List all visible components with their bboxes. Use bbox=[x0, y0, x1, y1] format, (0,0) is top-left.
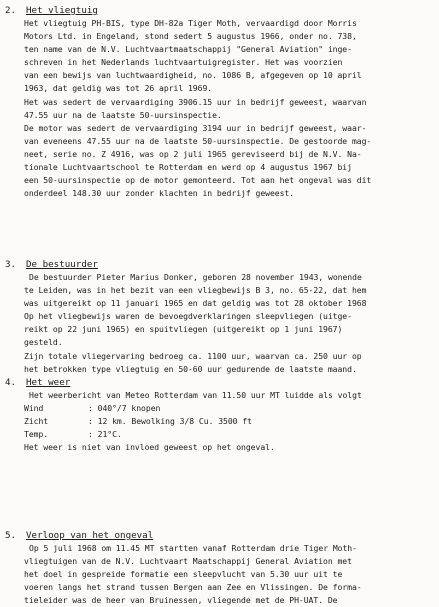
weather-row-visibility bbox=[3, 415, 439, 428]
section-heading bbox=[3, 529, 439, 542]
section-title: De bestuurder bbox=[26, 259, 98, 270]
text-line: van eveneens 47.55 uur na de laatste 50-uursinspectie. De gestoorde mag- bbox=[24, 135, 372, 146]
weather-label: Zicht bbox=[24, 416, 49, 427]
text-line: tionale Luchtvaartschool te Rotterdam en werd op 4 augustus 1967 bij bbox=[24, 162, 352, 173]
text-line: Het was sedert de vervaardiging 3906.15 uur in bedrijf geweest, waarvan bbox=[24, 96, 367, 107]
text-line: van een bewijs van luchtwaardigheid, no. 1086 B, afgegeven op 10 april bbox=[24, 70, 362, 81]
section-title: Het vliegtuig bbox=[26, 5, 98, 16]
text-line: was uitgereikt op 11 januari 1965 en dat geldig was tot 28 oktober 1968 bbox=[24, 298, 367, 309]
text-line: vliegtuigen van de N.V. Luchtvaart Maatschappij General Aviation met bbox=[24, 556, 352, 567]
text-line: ten name van de N.V. Luchtvaartmaatschappij "General Aviation" inge- bbox=[24, 44, 352, 55]
text-line: Motors Ltd. in Engeland, stond sedert 5 augustus 1966, onder no. 738, bbox=[24, 31, 357, 42]
section-weather bbox=[3, 376, 439, 454]
weather-value: : 12 km. Bewolking 3/8 Cu. 3500 ft bbox=[88, 416, 252, 427]
section-heading bbox=[3, 4, 439, 17]
section-course-of-accident bbox=[3, 529, 439, 607]
weather-value: : 040°/7 knopen bbox=[88, 403, 161, 414]
section-pilot bbox=[3, 258, 439, 376]
section-heading bbox=[3, 258, 439, 271]
text-line: Op het vliegbewijs waren de bevoegdverklaringen sleepvliegen (uitge- bbox=[24, 311, 352, 322]
section-heading bbox=[3, 376, 439, 389]
text-line: te Leiden, was in het bezit van een vliegbewijs B 3, no. 65-22, dat hem bbox=[24, 285, 367, 296]
text-line: De motor was sedert de vervaardiging 3194 uur in bedrijf geweest, waar- bbox=[24, 122, 367, 133]
weather-value: : 21°C. bbox=[88, 429, 122, 440]
text-line: 47.55 uur na de laatste 50-uursinspectie. bbox=[24, 109, 222, 120]
text-line: Op 5 juli 1968 om 11.45 MT startten vanaf Rotterdam drie Tiger Moth- bbox=[29, 543, 357, 553]
text-line: het doel in gespreide formatie een sleepvlucht van 5.30 uur uit te bbox=[24, 569, 343, 580]
text-line: het betrokken type vliegtuig en 50-60 uur gedurende de laatste maand. bbox=[24, 363, 357, 374]
weather-row-wind bbox=[3, 402, 439, 415]
text-line: Het weerbericht van Meteo Rotterdam van 11.50 uur MT luidde als volgt bbox=[29, 390, 362, 400]
section-number: 3. bbox=[5, 259, 17, 270]
section-number: 5. bbox=[5, 530, 17, 541]
text-line: De bestuurder Pieter Marius Donker, geboren 28 november 1943, wonende bbox=[29, 272, 362, 282]
section-aircraft bbox=[3, 4, 439, 200]
section-number: 4. bbox=[5, 377, 17, 388]
text-line: Het weer is niet van invloed geweest op het ongeval. bbox=[24, 442, 275, 453]
text-line: voeren langs het strand tussen Bergen aan Zee en Vlissingen. De forma- bbox=[24, 582, 362, 593]
section-title: Het weer bbox=[26, 377, 71, 388]
text-line: 1963, dat geldig was tot 26 april 1969. bbox=[24, 83, 213, 94]
text-line: reikt op 22 juni 1965) en spuitvliegen (uitgereikt op 1 juni 1967) bbox=[24, 324, 343, 335]
text-line: gesteld. bbox=[24, 337, 63, 348]
weather-label: Wind bbox=[24, 403, 44, 414]
text-line: tieleider was de heer van Bruinessen, vliegende met de PH-UAT. De bbox=[24, 595, 338, 606]
text-line: onderdeel 148.30 uur zonder klachten in bedrijf geweest. bbox=[24, 188, 295, 199]
text-line: Zijn totale vliegervaring bedroeg ca. 1100 uur, waarvan ca. 250 uur op bbox=[24, 350, 362, 361]
text-line: een 50-uursinspectie op de motor gemonteerd. Tot aan het ongeval was dit bbox=[24, 175, 372, 186]
text-line: neet, serie no. Z 4916, was op 2 juli 1965 gereviseerd bij de N.V. Na- bbox=[24, 148, 362, 159]
section-title: Verloop van het ongeval bbox=[26, 530, 154, 541]
text-line: schreven in het Nederlands luchtvaartuigregister. Het was voorzien bbox=[24, 57, 343, 68]
weather-label: Temp. bbox=[24, 429, 49, 440]
section-number: 2. bbox=[5, 5, 17, 16]
weather-row-temperature bbox=[3, 428, 439, 441]
text-line: Het vliegtuig PH-BIS, type DH-82a Tiger Moth, vervaardigd door Morris bbox=[24, 18, 357, 28]
